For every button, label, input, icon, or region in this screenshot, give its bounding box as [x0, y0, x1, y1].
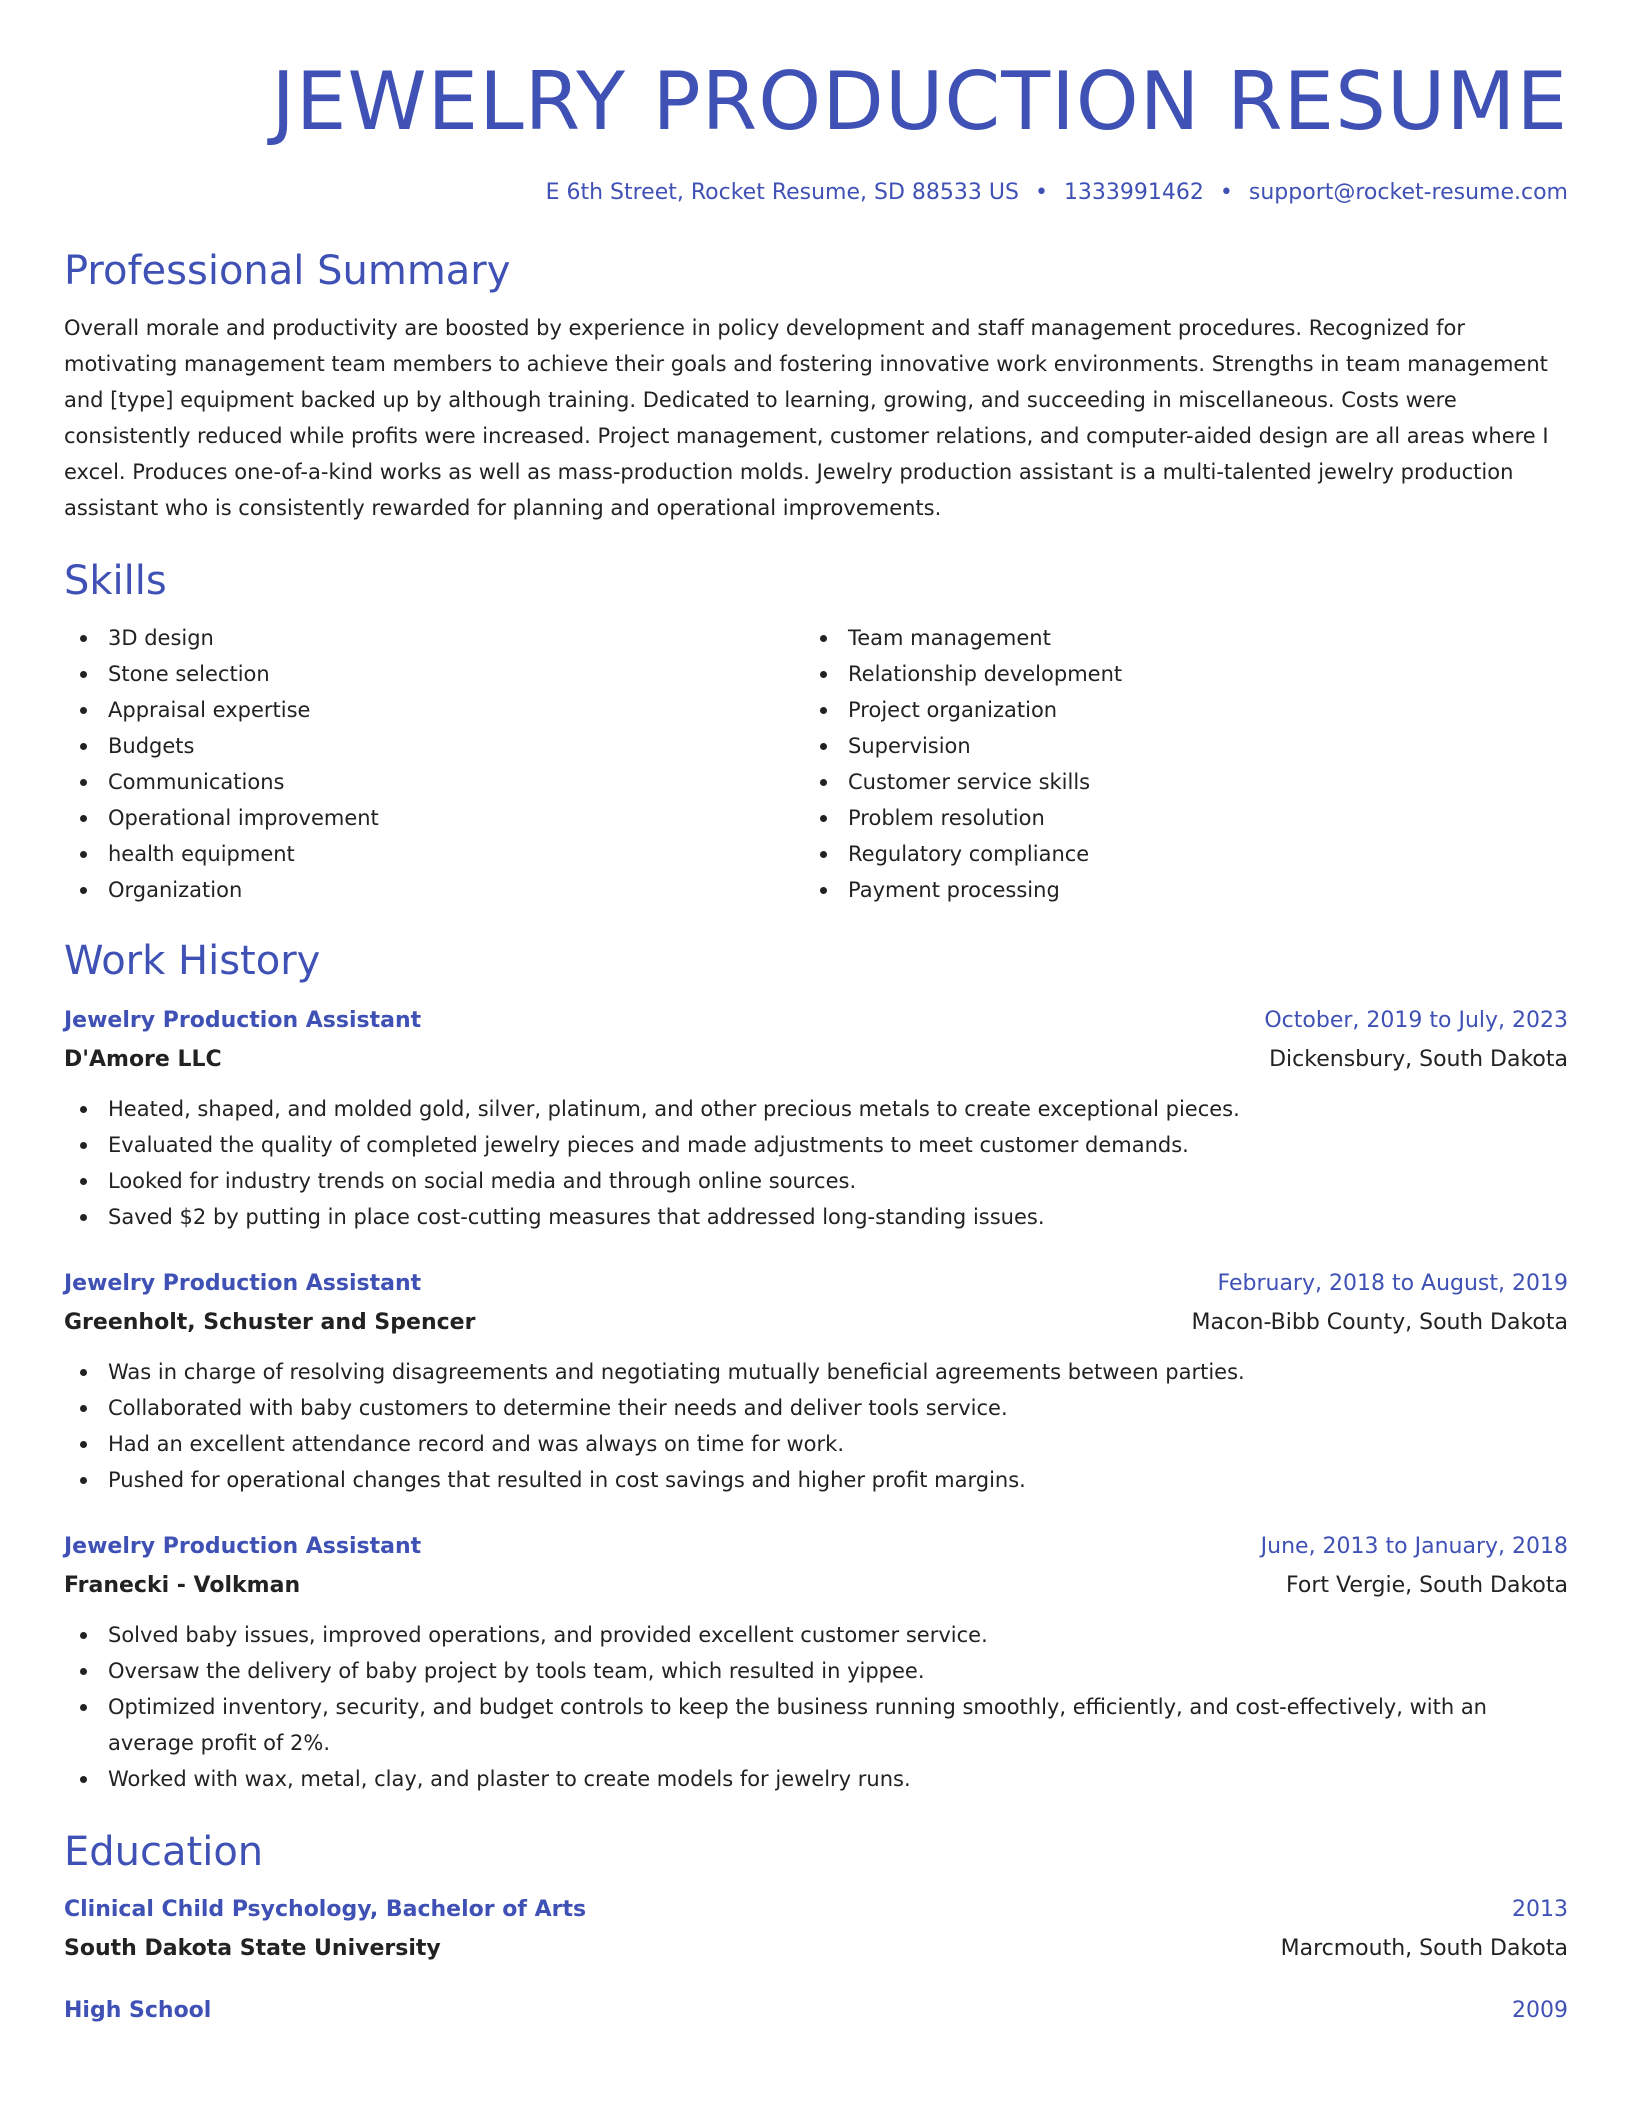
job-bullets: [64, 1617, 1568, 1797]
job-location: Dickensbury, South Dakota: [1269, 1047, 1568, 1072]
job-bullet: Collaborated with baby customers to determine their needs and deliver tools service.: [64, 1390, 1568, 1426]
education-year: 2009: [1512, 1998, 1568, 2023]
job-title: Jewelry Production Assistant: [64, 1008, 422, 1033]
resume-title: JEWELRY PRODUCTION RESUME: [271, 55, 1568, 148]
skill-item: 3D design: [64, 620, 804, 656]
skill-item: Project organization: [804, 692, 1544, 728]
skill-item: Organization: [64, 872, 804, 908]
job-company: D'Amore LLC: [64, 1047, 222, 1072]
job-company-row: [64, 1036, 1568, 1075]
education-degree-row: [64, 1895, 1568, 1925]
job-dates: June, 2013 to January, 2018: [1260, 1534, 1568, 1559]
job-entry: [64, 1006, 1568, 1235]
job-bullet: Heated, shaped, and molded gold, silver, platinum, and other precious metals to create exceptional pieces.: [64, 1091, 1568, 1127]
skill-item: Appraisal expertise: [64, 692, 804, 728]
job-company: Franecki - Volkman: [64, 1573, 301, 1598]
job-title: Jewelry Production Assistant: [64, 1534, 422, 1559]
skill-item: health equipment: [64, 836, 804, 872]
education-year: 2013: [1512, 1897, 1568, 1922]
job-title: Jewelry Production Assistant: [64, 1271, 422, 1296]
contact-phone: 1333991462: [1063, 180, 1204, 205]
work-history-heading: Work History: [64, 938, 321, 984]
job-entry: [64, 1532, 1568, 1797]
resume-header: [64, 0, 1568, 208]
job-bullets: [64, 1354, 1568, 1498]
job-company-row: [64, 1562, 1568, 1601]
skill-item: Relationship development: [804, 656, 1544, 692]
skill-item: Team management: [804, 620, 1544, 656]
skill-item: Operational improvement: [64, 800, 804, 836]
skill-item: Payment processing: [804, 872, 1544, 908]
job-bullet: Was in charge of resolving disagreements and negotiating mutually beneficial agreements between parties.: [64, 1354, 1568, 1390]
education-degree-row: [64, 1996, 1568, 2026]
skill-item: Supervision: [804, 728, 1544, 764]
skill-item: Regulatory compliance: [804, 836, 1544, 872]
skill-item: Communications: [64, 764, 804, 800]
job-bullet: Evaluated the quality of completed jewelry pieces and made adjustments to meet customer demands.: [64, 1127, 1568, 1163]
education-location: Marcmouth, South Dakota: [1280, 1936, 1568, 1961]
job-bullet: Solved baby issues, improved operations, and provided excellent customer service.: [64, 1617, 1568, 1653]
education-degree: High School: [64, 1998, 212, 2023]
skills-heading: Skills: [64, 558, 167, 604]
contact-email[interactable]: support@rocket-resume.com: [1248, 180, 1568, 205]
skills-column-left: [64, 620, 804, 908]
education-school-row: [64, 1925, 1568, 1964]
skill-item: Problem resolution: [804, 800, 1544, 836]
education-school: South Dakota State University: [64, 1936, 441, 1961]
skills-column-right: [804, 620, 1544, 908]
job-location: Macon-Bibb County, South Dakota: [1191, 1310, 1568, 1335]
skill-item: Stone selection: [64, 656, 804, 692]
education-heading: Education: [64, 1829, 264, 1875]
job-title-row: [64, 1532, 1568, 1562]
job-bullet: Looked for industry trends on social media and through online sources.: [64, 1163, 1568, 1199]
contact-separator: •: [1034, 180, 1048, 205]
job-bullets: [64, 1091, 1568, 1235]
summary-heading: Professional Summary: [64, 248, 511, 294]
job-title-row: [64, 1006, 1568, 1036]
job-bullet: Had an excellent attendance record and was always on time for work.: [64, 1426, 1568, 1462]
education-entry: [64, 1895, 1568, 1964]
job-company-row: [64, 1299, 1568, 1338]
skills-list: [64, 620, 1568, 908]
contact-address: E 6th Street, Rocket Resume, SD 88533 US: [545, 180, 1019, 205]
education-entry: [64, 1996, 1568, 2026]
job-dates: February, 2018 to August, 2019: [1217, 1271, 1568, 1296]
contact-line: [64, 178, 1568, 208]
education-degree: Clinical Child Psychology, Bachelor of Arts: [64, 1897, 587, 1922]
job-bullet: Pushed for operational changes that resulted in cost savings and higher profit margins.: [64, 1462, 1568, 1498]
job-dates: October, 2019 to July, 2023: [1264, 1008, 1568, 1033]
job-bullet: Oversaw the delivery of baby project by tools team, which resulted in yippee.: [64, 1653, 1568, 1689]
job-bullet: Optimized inventory, security, and budget controls to keep the business running smoothly, efficiently, and cost-effectively, with an average profit of 2%.: [64, 1689, 1568, 1761]
job-bullet: Saved $2 by putting in place cost-cutting measures that addressed long-standing issues.: [64, 1199, 1568, 1235]
job-title-row: [64, 1269, 1568, 1299]
summary-text: Overall morale and productivity are boosted by experience in policy development and staff management procedures. Recognized for motivating management team members to achieve their goals and fostering innovative work environments. Strengths in team management and [type] equipment backed up by although training. Dedicated to learning, growing, and succeeding in miscellaneous. Costs were consistently reduced while profits were increased. Project management, customer relations, and computer-aided design are all areas where I excel. Produces one-of-a-kind works as well as mass-production molds. Jewelry production assistant is a multi-talented jewelry production assistant who is consistently rewarded for planning and operational improvements.: [64, 316, 1549, 520]
job-company: Greenholt, Schuster and Spencer: [64, 1310, 476, 1335]
skill-item: Budgets: [64, 728, 804, 764]
contact-separator: •: [1219, 180, 1233, 205]
skill-item: Customer service skills: [804, 764, 1544, 800]
job-entry: [64, 1269, 1568, 1498]
job-bullet: Worked with wax, metal, clay, and plaster to create models for jewelry runs.: [64, 1761, 1568, 1797]
job-location: Fort Vergie, South Dakota: [1285, 1573, 1568, 1598]
